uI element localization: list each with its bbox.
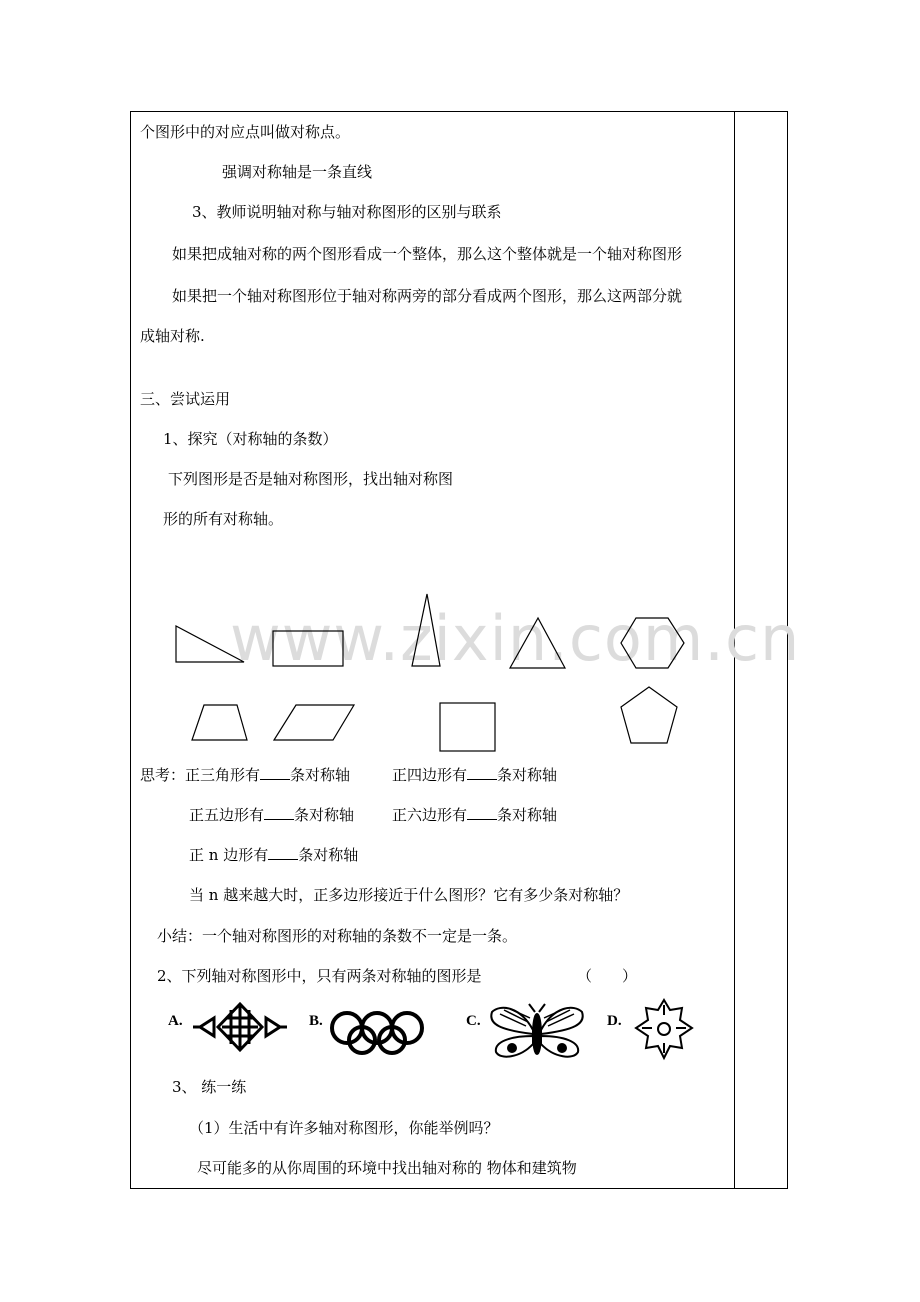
watermark: www.zixin.com.cn	[230, 602, 801, 675]
text-line: 1、探究（对称轴的条数）	[163, 430, 338, 448]
text-line: 成轴对称.	[140, 327, 205, 345]
option-b-label[interactable]: B.	[309, 1013, 323, 1029]
practice-question-1: （1）生活中有许多轴对称图形，你能举例吗？	[189, 1119, 499, 1137]
option-b-rings	[332, 1013, 422, 1053]
option-d-snowflake	[636, 1000, 692, 1058]
text-line: 如果把成轴对称的两个图形看成一个整体，那么这个整体就是一个轴对称图形	[172, 245, 683, 263]
think-prefix: 思考：	[140, 766, 186, 784]
question-text: 正五边形有	[189, 806, 265, 824]
question-text: 条对称轴	[294, 806, 355, 824]
text-line: 下列图形是否是轴对称图形，找出轴对称图	[168, 470, 454, 488]
option-a-label[interactable]: A.	[168, 1013, 183, 1029]
text-line: 3、教师说明轴对称与轴对称图形的区别与联系	[192, 203, 502, 221]
question-text: 正六边形有	[392, 806, 468, 824]
question-text: 条对称轴	[497, 766, 558, 784]
text-line: 个图形中的对应点叫做对称点。	[140, 123, 351, 141]
question-text: 条对称轴	[290, 766, 351, 784]
section-heading: 三、尝试运用	[140, 390, 231, 408]
question-text: 正四边形有	[392, 766, 468, 784]
option-c-label[interactable]: C.	[466, 1013, 481, 1029]
text-line: 如果把一个轴对称图形位于轴对称两旁的部分看成两个图形，那么这两部分就	[172, 287, 683, 305]
question-2: 2、下列轴对称图形中，只有两条对称轴的图形是	[157, 967, 482, 985]
question-text: 正 n 边形有	[189, 846, 269, 864]
option-c-butterfly	[491, 1004, 582, 1057]
question-text: 条对称轴	[298, 846, 359, 864]
text-line: 强调对称轴是一条直线	[222, 163, 373, 181]
option-d-label[interactable]: D.	[607, 1013, 622, 1029]
question-text: 条对称轴	[497, 806, 558, 824]
option-a-knot	[193, 1004, 287, 1050]
practice-title: 3、 练一练	[172, 1078, 247, 1096]
summary-text: 小结：一个轴对称图形的对称轴的条数不一定是一条。	[157, 927, 518, 945]
text-line: 形的所有对称轴。	[163, 510, 284, 528]
answer-paren[interactable]: （ ）	[577, 967, 638, 985]
practice-note: 尽可能多的从你周围的环境中找出轴对称的 物体和建筑物	[197, 1159, 577, 1177]
think-line-4: 当 n 越来越大时，正多边形接近于什么图形？它有多少条对称轴？	[189, 886, 629, 904]
question-text: 正三角形有	[185, 766, 261, 784]
